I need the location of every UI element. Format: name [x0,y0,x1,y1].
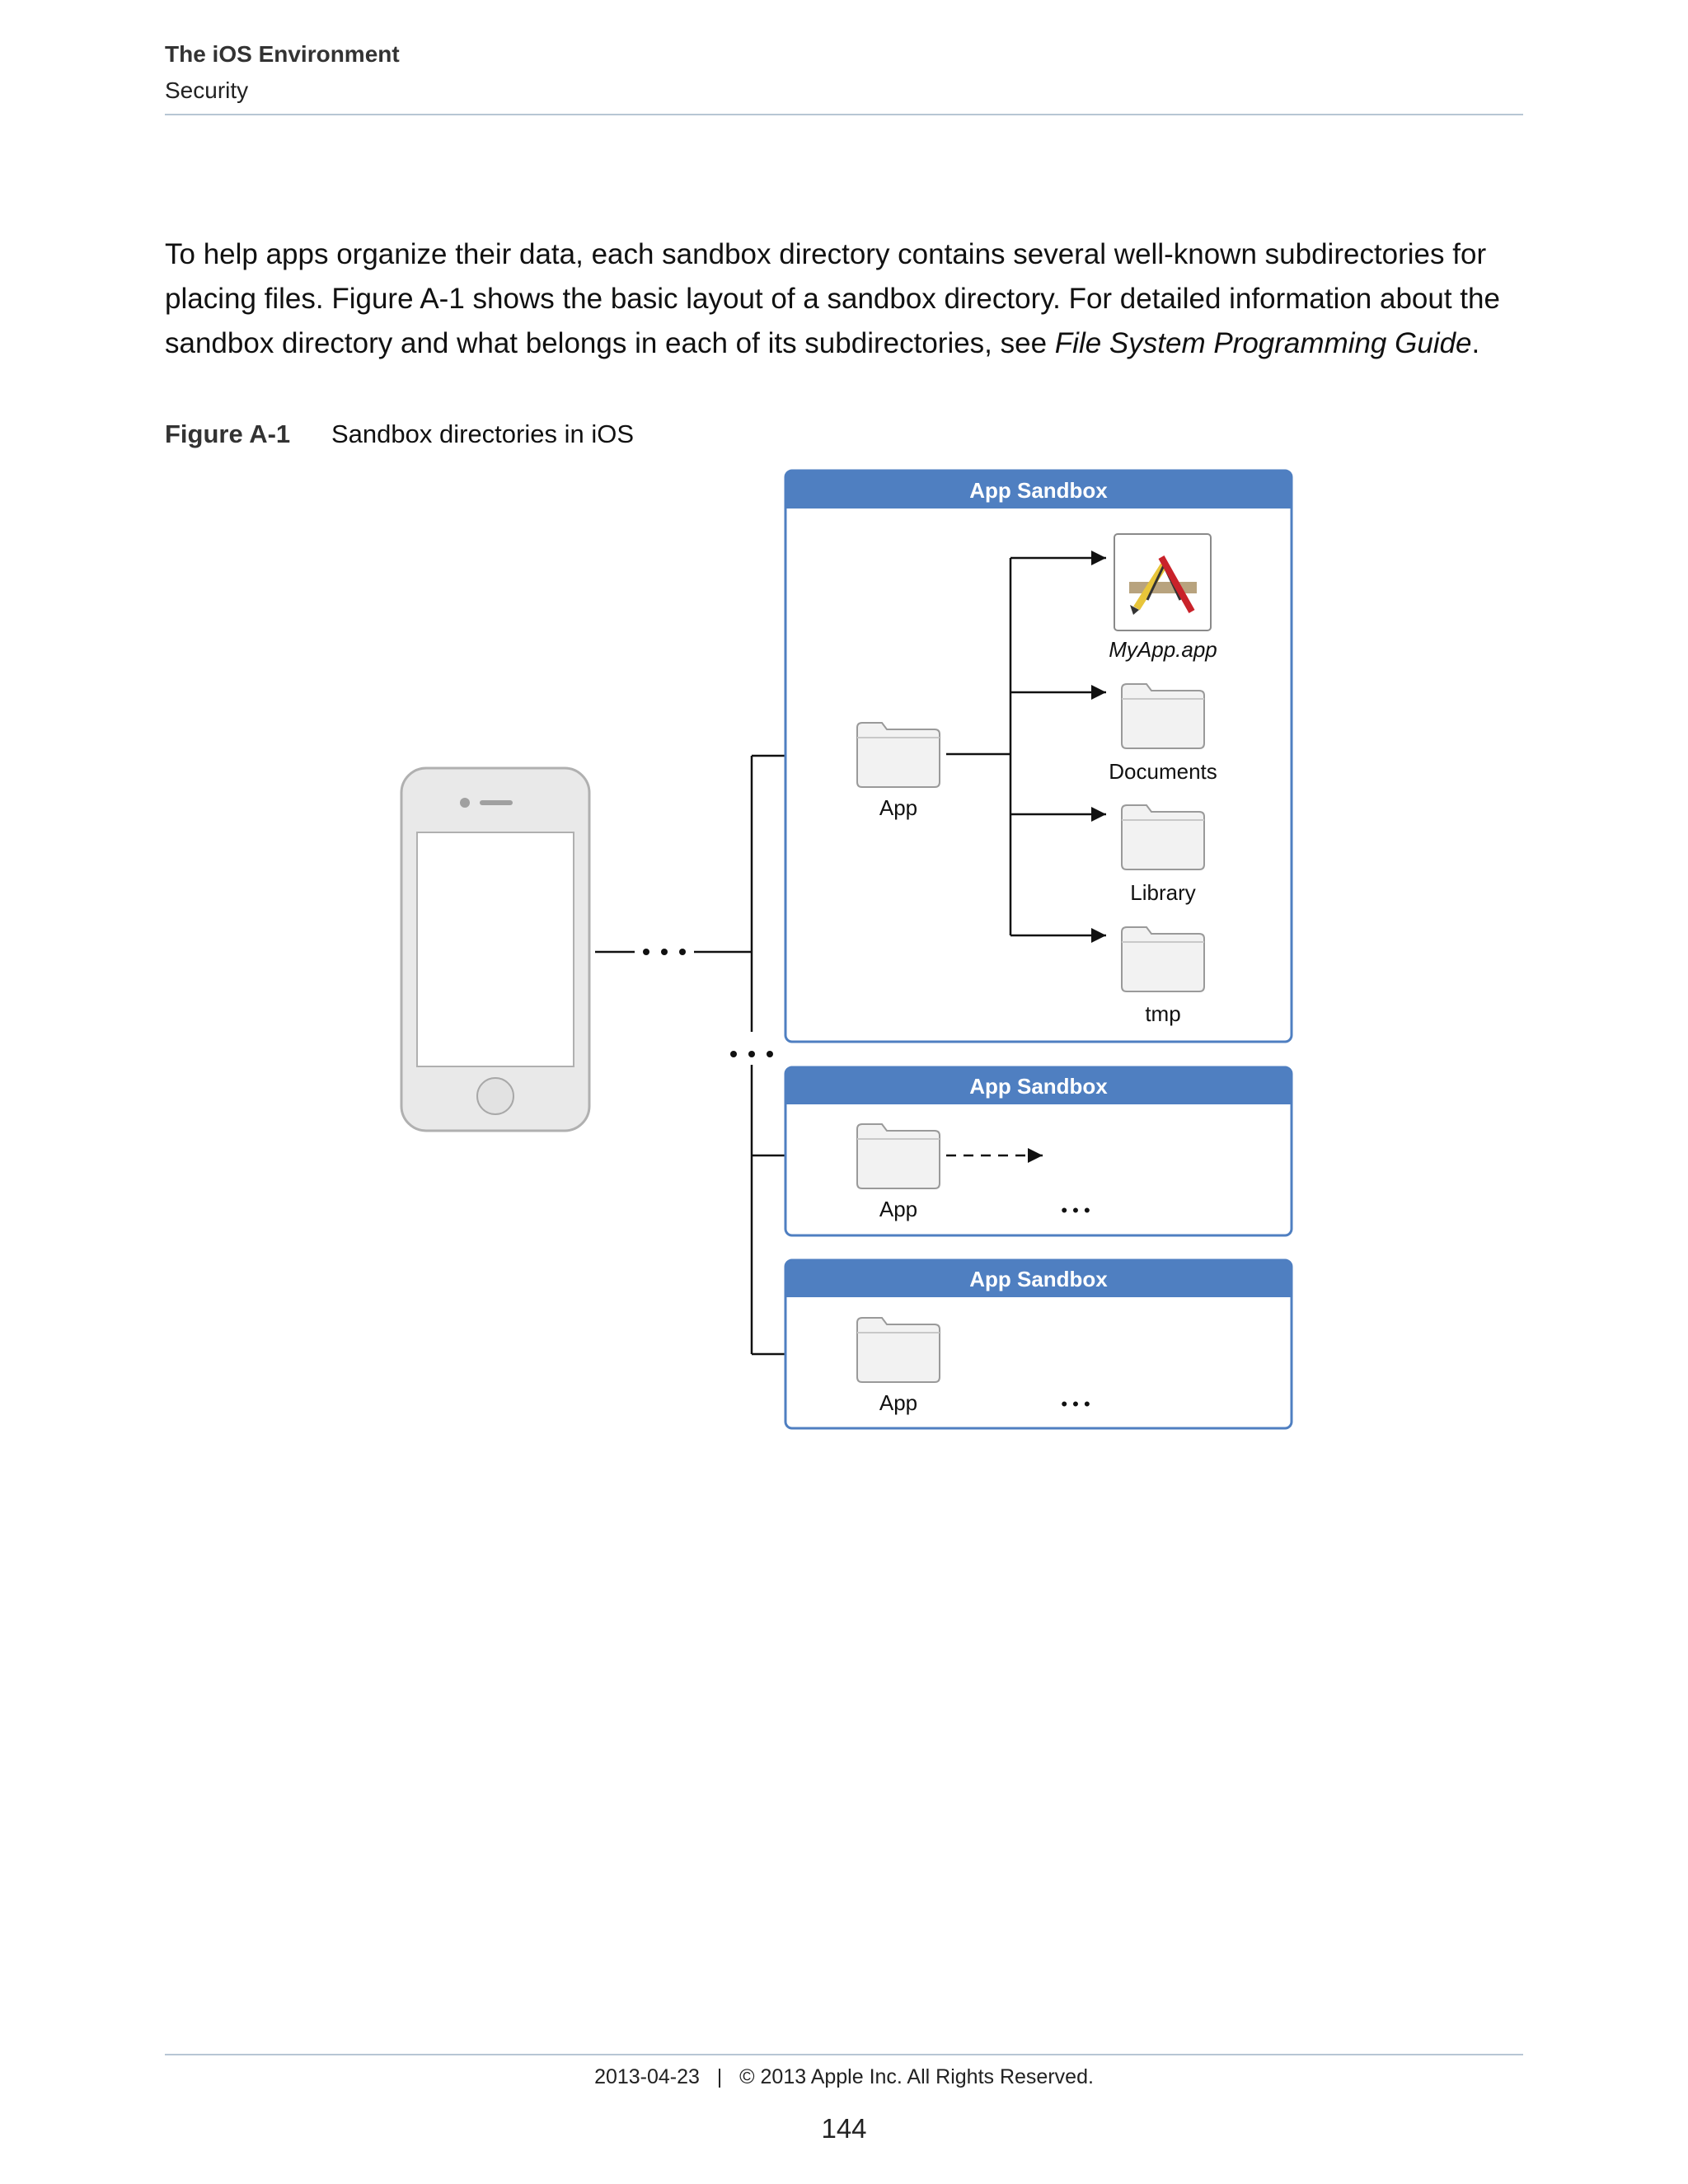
sandbox-2-ellipsis: • • • [1061,1200,1090,1221]
figure-title: Sandbox directories in iOS [331,419,635,448]
sandbox-title: App Sandbox [969,478,1108,503]
guide-link[interactable]: File System Programming Guide [1054,327,1472,359]
page-number: 144 [821,2113,867,2144]
library-label: Library [1130,880,1196,905]
library-folder-icon [1122,805,1204,869]
iphone-icon [401,768,589,1131]
sandbox-title: App Sandbox [969,1267,1108,1291]
section-title: Security [165,77,249,103]
footer-copyright: © 2013 Apple Inc. All Rights Reserved. [739,2065,1094,2088]
figure-label: Figure A-1 [165,419,291,448]
footer-rule [165,2054,1523,2055]
footer [0,2065,1688,2089]
app-folder-label: App [879,1390,918,1415]
app-folder-icon [857,723,940,787]
myapp-icon [1114,534,1211,630]
sandbox-3-ellipsis: • • • [1061,1394,1090,1414]
body-text-start: To help apps organize their data, each sandbox directory contains several well-known subdirectories for placing files. Figure A-1 shows the basic layout of a sandbox directory. For detailed information about the sandbox directory and what belongs in each of its subdirectories, see [165,238,1500,359]
documents-folder-icon [1122,684,1204,748]
tmp-label: tmp [1145,1001,1181,1026]
app-folder-icon [857,1124,940,1188]
app-folder-label: App [879,1197,918,1221]
vertical-ellipsis [730,1051,773,1057]
app-folder-icon [857,1318,940,1382]
footer-separator: | [716,2065,723,2088]
app-folder-label: App [879,795,918,820]
footer-date: 2013-04-23 [594,2065,700,2088]
tmp-folder-icon [1122,927,1204,991]
body-text-end: . [1471,327,1480,359]
phone-ellipsis [643,949,686,955]
documents-label: Documents [1109,759,1217,784]
myapp-label: MyApp.app [1109,637,1217,662]
sandbox-title: App Sandbox [969,1074,1108,1099]
chapter-title: The iOS Environment [165,41,400,67]
